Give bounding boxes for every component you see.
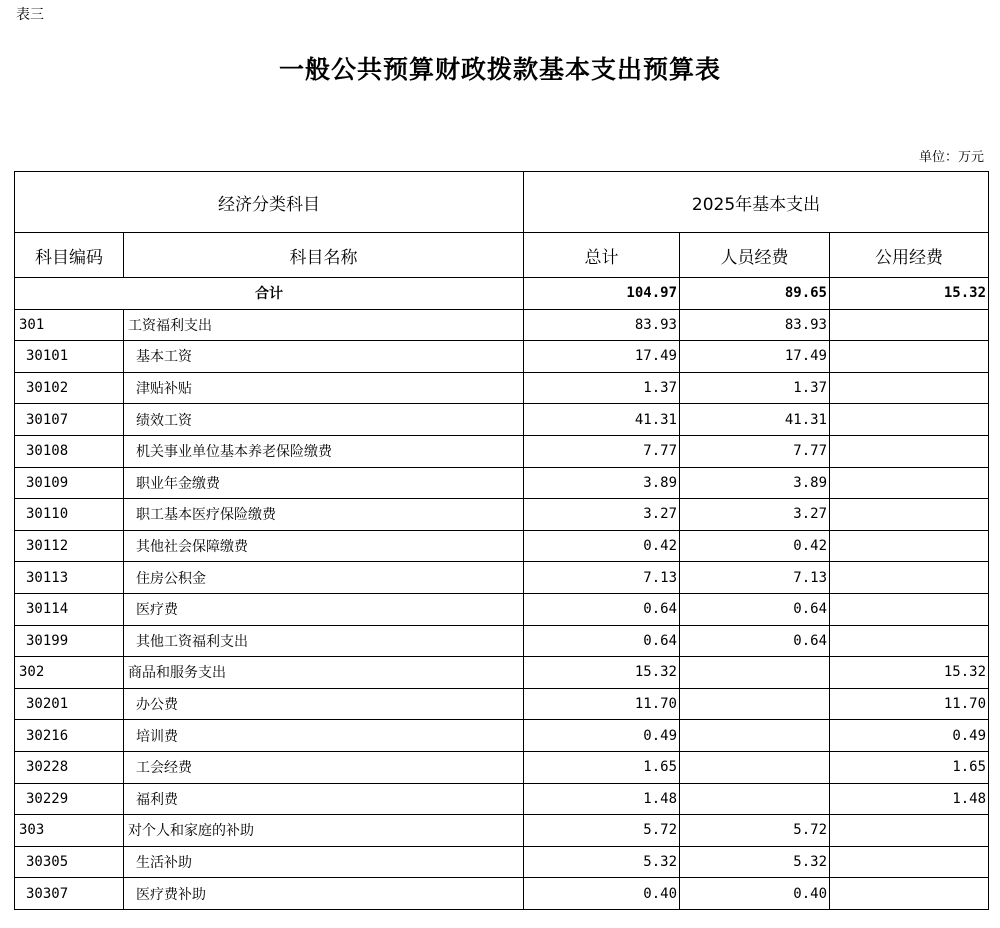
row-public xyxy=(830,309,989,341)
row-public xyxy=(830,625,989,657)
table-row xyxy=(15,688,989,720)
row-total: 83.93 xyxy=(524,309,680,341)
row-name: 商品和服务支出 xyxy=(124,657,524,689)
row-name: 对个人和家庭的补助 xyxy=(124,815,524,847)
row-public xyxy=(830,530,989,562)
row-total: 0.42 xyxy=(524,530,680,562)
row-public: 0.49 xyxy=(830,720,989,752)
row-personnel: 83.93 xyxy=(680,309,830,341)
row-name: 职工基本医疗保险缴费 xyxy=(124,499,524,531)
row-public: 15.32 xyxy=(830,657,989,689)
row-personnel: 17.49 xyxy=(680,341,830,373)
row-code: 301 xyxy=(15,309,124,341)
row-code: 30108 xyxy=(15,435,124,467)
row-public xyxy=(830,499,989,531)
table-row xyxy=(15,720,989,752)
row-personnel: 3.89 xyxy=(680,467,830,499)
row-name: 其他工资福利支出 xyxy=(124,625,524,657)
row-code: 30110 xyxy=(15,499,124,531)
row-personnel: 3.27 xyxy=(680,499,830,531)
row-code: 30112 xyxy=(15,530,124,562)
row-code: 30201 xyxy=(15,688,124,720)
header-code: 科目编码 xyxy=(15,233,124,278)
table-row xyxy=(15,530,989,562)
table-row xyxy=(15,593,989,625)
row-code: 30305 xyxy=(15,846,124,878)
row-name: 生活补助 xyxy=(124,846,524,878)
table-row xyxy=(15,372,989,404)
unit-label: 单位：万元 xyxy=(918,150,984,165)
table-row xyxy=(15,562,989,594)
header-row-columns xyxy=(15,233,989,278)
row-public xyxy=(830,846,989,878)
table-row xyxy=(15,309,989,341)
row-personnel: 5.72 xyxy=(680,815,830,847)
row-name: 职业年金缴费 xyxy=(124,467,524,499)
row-name: 医疗费 xyxy=(124,593,524,625)
row-public xyxy=(830,404,989,436)
row-name: 培训费 xyxy=(124,720,524,752)
row-name: 工资福利支出 xyxy=(124,309,524,341)
row-code: 303 xyxy=(15,815,124,847)
row-total: 7.77 xyxy=(524,435,680,467)
total-personnel: 89.65 xyxy=(680,278,830,310)
row-code: 30307 xyxy=(15,878,124,910)
row-total: 3.89 xyxy=(524,467,680,499)
row-name: 工会经费 xyxy=(124,751,524,783)
row-code: 30199 xyxy=(15,625,124,657)
row-total: 5.72 xyxy=(524,815,680,847)
header-row-top xyxy=(15,172,989,233)
table-row xyxy=(15,815,989,847)
row-code: 30107 xyxy=(15,404,124,436)
budget-table xyxy=(14,171,989,910)
row-total: 0.64 xyxy=(524,625,680,657)
row-name: 机关事业单位基本养老保险缴费 xyxy=(124,435,524,467)
table-row xyxy=(15,499,989,531)
total-label: 合计 xyxy=(15,278,524,310)
total-total: 104.97 xyxy=(524,278,680,310)
row-personnel: 0.64 xyxy=(680,625,830,657)
header-total: 总计 xyxy=(524,233,680,278)
row-total: 5.32 xyxy=(524,846,680,878)
row-name: 医疗费补助 xyxy=(124,878,524,910)
row-total: 11.70 xyxy=(524,688,680,720)
table-row xyxy=(15,625,989,657)
row-public xyxy=(830,815,989,847)
row-personnel: 0.42 xyxy=(680,530,830,562)
table-row xyxy=(15,657,989,689)
row-public xyxy=(830,878,989,910)
table-row xyxy=(15,783,989,815)
row-total: 0.40 xyxy=(524,878,680,910)
row-total: 41.31 xyxy=(524,404,680,436)
total-public: 15.32 xyxy=(830,278,989,310)
row-personnel xyxy=(680,720,830,752)
row-name: 基本工资 xyxy=(124,341,524,373)
row-code: 30109 xyxy=(15,467,124,499)
header-personnel: 人员经费 xyxy=(680,233,830,278)
row-code: 30113 xyxy=(15,562,124,594)
row-total: 1.37 xyxy=(524,372,680,404)
row-public xyxy=(830,562,989,594)
row-name: 其他社会保障缴费 xyxy=(124,530,524,562)
row-code: 30101 xyxy=(15,341,124,373)
row-name: 办公费 xyxy=(124,688,524,720)
row-name: 津贴补贴 xyxy=(124,372,524,404)
row-public: 1.48 xyxy=(830,783,989,815)
row-code: 30229 xyxy=(15,783,124,815)
header-name: 科目名称 xyxy=(124,233,524,278)
row-public xyxy=(830,372,989,404)
row-total: 1.65 xyxy=(524,751,680,783)
total-row xyxy=(15,278,989,310)
row-personnel: 7.13 xyxy=(680,562,830,594)
table-row xyxy=(15,878,989,910)
row-code: 302 xyxy=(15,657,124,689)
row-total: 3.27 xyxy=(524,499,680,531)
row-code: 30216 xyxy=(15,720,124,752)
header-year-basic: 2025年基本支出 xyxy=(524,172,989,233)
row-code: 30102 xyxy=(15,372,124,404)
row-public: 11.70 xyxy=(830,688,989,720)
row-personnel xyxy=(680,751,830,783)
row-public xyxy=(830,341,989,373)
row-personnel xyxy=(680,783,830,815)
row-name: 住房公积金 xyxy=(124,562,524,594)
row-personnel: 41.31 xyxy=(680,404,830,436)
row-name: 福利费 xyxy=(124,783,524,815)
row-total: 1.48 xyxy=(524,783,680,815)
table-row xyxy=(15,341,989,373)
row-code: 30114 xyxy=(15,593,124,625)
row-total: 0.64 xyxy=(524,593,680,625)
header-public: 公用经费 xyxy=(830,233,989,278)
row-total: 0.49 xyxy=(524,720,680,752)
row-personnel xyxy=(680,657,830,689)
table-row xyxy=(15,435,989,467)
row-public: 1.65 xyxy=(830,751,989,783)
table-row xyxy=(15,751,989,783)
header-econ-category: 经济分类科目 xyxy=(15,172,524,233)
table-row xyxy=(15,467,989,499)
table-row xyxy=(15,846,989,878)
table-number-label: 表三 xyxy=(16,7,44,23)
page-title: 一般公共预算财政拨款基本支出预算表 xyxy=(278,55,721,84)
row-personnel: 7.77 xyxy=(680,435,830,467)
row-public xyxy=(830,593,989,625)
row-name: 绩效工资 xyxy=(124,404,524,436)
row-personnel: 0.64 xyxy=(680,593,830,625)
row-personnel: 5.32 xyxy=(680,846,830,878)
row-total: 7.13 xyxy=(524,562,680,594)
row-total: 15.32 xyxy=(524,657,680,689)
row-personnel: 1.37 xyxy=(680,372,830,404)
table-row xyxy=(15,404,989,436)
row-public xyxy=(830,435,989,467)
row-code: 30228 xyxy=(15,751,124,783)
row-total: 17.49 xyxy=(524,341,680,373)
row-personnel: 0.40 xyxy=(680,878,830,910)
row-public xyxy=(830,467,989,499)
row-personnel xyxy=(680,688,830,720)
